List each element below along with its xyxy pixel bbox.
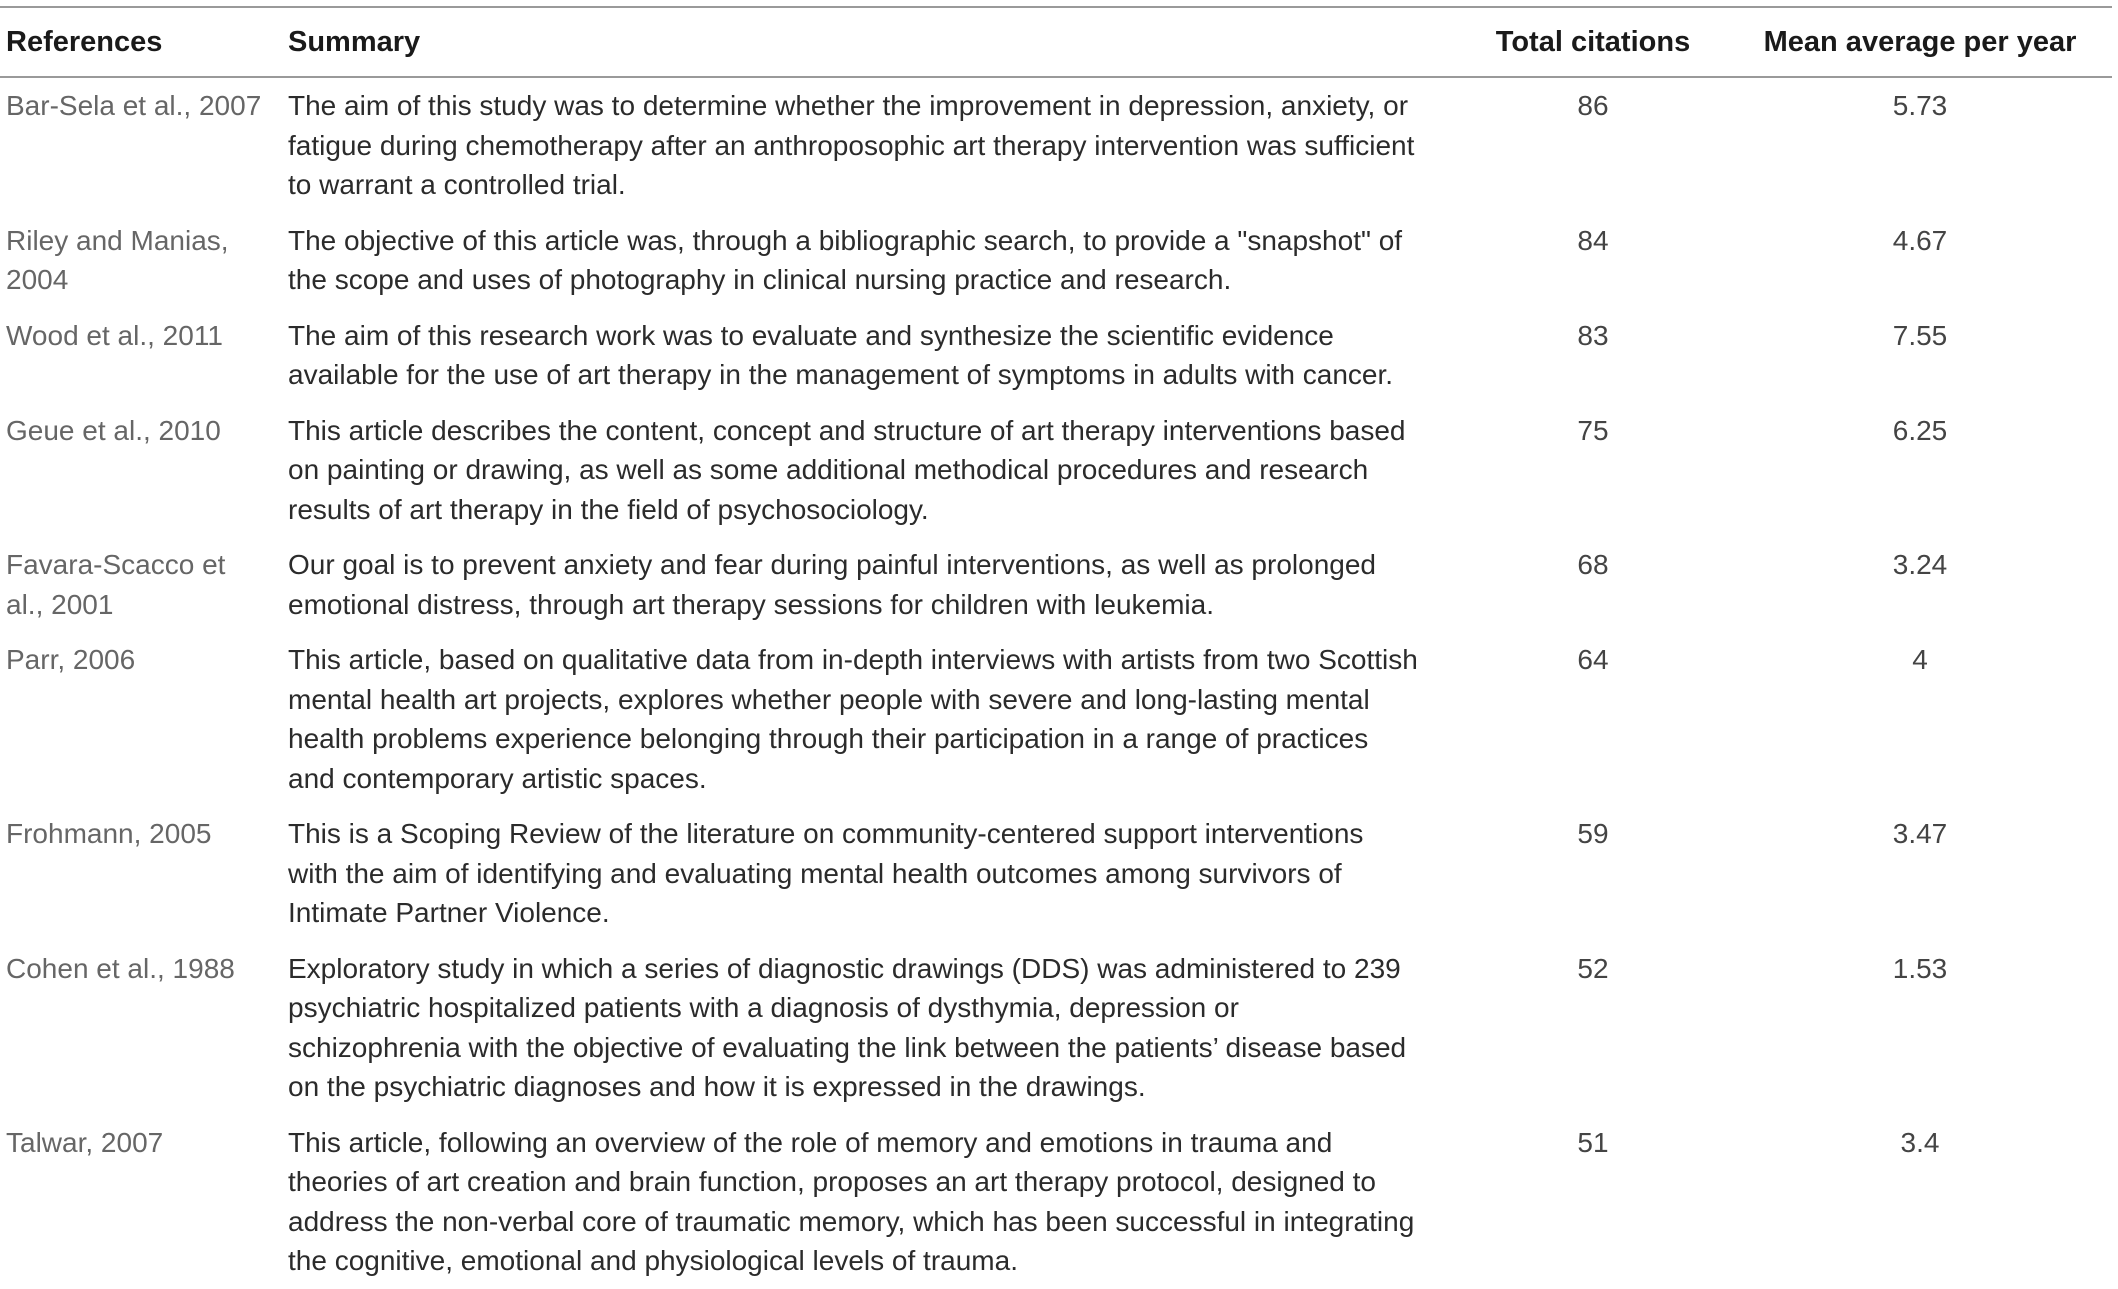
summary-cell: The objective of this article was, through a bibliographic search, to provide a "snapshot" of the scope and uses of photography in clinical nursing practice and research. (288, 224, 1403, 295)
mean-average-cell: 7.55 (1892, 319, 1948, 351)
table-header (0, 7, 2112, 77)
header-references: References (0, 7, 288, 77)
header-mean-average: Mean average per year (1728, 7, 2112, 77)
header-total-citations: Total citations (1458, 7, 1728, 77)
mean-average-cell: 5.73 (1892, 90, 1948, 121)
summary-cell: The aim of this study was to determine whether the improvement in depression, anxiety, or fatigue during chemotherapy after an anthroposophic art therapy intervention was sufficient to warrant a controlled trial. (288, 90, 1415, 200)
reference-cell: Bar-Sela et al., 2007 (6, 90, 262, 121)
citations-table (0, 6, 2112, 1289)
reference-cell: Frohmann, 2005 (6, 818, 212, 849)
reference-cell: Cohen et al., 1988 (6, 952, 235, 984)
reference-cell: Geue et al., 2010 (6, 414, 221, 446)
table-row (0, 1115, 2112, 1289)
total-citations-cell: 52 (1577, 952, 1609, 984)
table-row (0, 632, 2112, 806)
reference-cell: Favara-Scacco et al., 2001 (6, 549, 226, 620)
table-row (0, 806, 2112, 941)
table-row (0, 213, 2112, 308)
summary-cell: This article, following an overview of the role of memory and emotions in trauma and theories of art creation and brain function, proposes an art therapy protocol, designed to address the non-verbal core of traumatic memory, which has been successful in integrating the cognitive, emotional and physiological levels of trauma. (288, 1126, 1415, 1276)
table-body (0, 77, 2112, 1289)
total-citations-cell: 64 (1577, 644, 1609, 675)
mean-average-cell: 3.4 (1900, 1126, 1940, 1158)
mean-average-cell: 4.67 (1892, 224, 1948, 256)
total-citations-cell: 83 (1577, 319, 1609, 351)
summary-cell: This article, based on qualitative data from in-depth interviews with artists from two Scottish mental health art projects, explores whether people with severe and long-lasting mental health problems experience belonging through their participation in a range of practices and contemporary artistic spaces. (288, 644, 1418, 794)
mean-average-cell: 3.24 (1892, 549, 1948, 580)
summary-cell: Exploratory study in which a series of diagnostic drawings (DDS) was administered to 239 psychiatric hospitalized patients with a diagnosis of dysthymia, depression or schizophrenia with the objective of evaluating the link between the patients’ disease based on the psychiatric diagnoses and how it is expressed in the drawings. (288, 952, 1407, 1102)
table-row (0, 941, 2112, 1115)
summary-cell: This article describes the content, concept and structure of art therapy interventions based on painting or drawing, as well as some additional methodical procedures and research results of art therapy in the field of psychosociology. (288, 414, 1406, 525)
reference-cell: Parr, 2006 (6, 644, 136, 675)
total-citations-cell: 75 (1577, 414, 1609, 446)
summary-cell: Our goal is to prevent anxiety and fear during painful interventions, as well as prolonged emotional distress, through art therapy sessions for children with leukemia. (288, 549, 1376, 620)
header-summary: Summary (288, 7, 1458, 77)
reference-cell: Talwar, 2007 (6, 1126, 164, 1158)
mean-average-cell: 6.25 (1892, 414, 1948, 446)
mean-average-cell: 1.53 (1892, 952, 1948, 984)
total-citations-cell: 59 (1577, 818, 1609, 849)
total-citations-cell: 86 (1577, 90, 1609, 121)
table-row (0, 403, 2112, 538)
summary-cell: This is a Scoping Review of the literature on community-centered support interventions with the aim of identifying and evaluating mental health outcomes among survivors of Intimate Partner Violence. (288, 818, 1364, 928)
summary-cell: The aim of this research work was to evaluate and synthesize the scientific evidence available for the use of art therapy in the management of symptoms in adults with cancer. (288, 319, 1394, 390)
table-row (0, 537, 2112, 632)
reference-cell: Wood et al., 2011 (6, 319, 223, 351)
total-citations-cell: 51 (1577, 1126, 1609, 1158)
total-citations-cell: 84 (1577, 224, 1609, 256)
reference-cell: Riley and Manias, 2004 (6, 224, 229, 295)
table-row (0, 77, 2112, 213)
table-row (0, 308, 2112, 403)
total-citations-cell: 68 (1577, 549, 1609, 580)
header-row (0, 7, 2112, 77)
mean-average-cell: 3.47 (1892, 818, 1948, 849)
mean-average-cell: 4 (1912, 644, 1928, 675)
